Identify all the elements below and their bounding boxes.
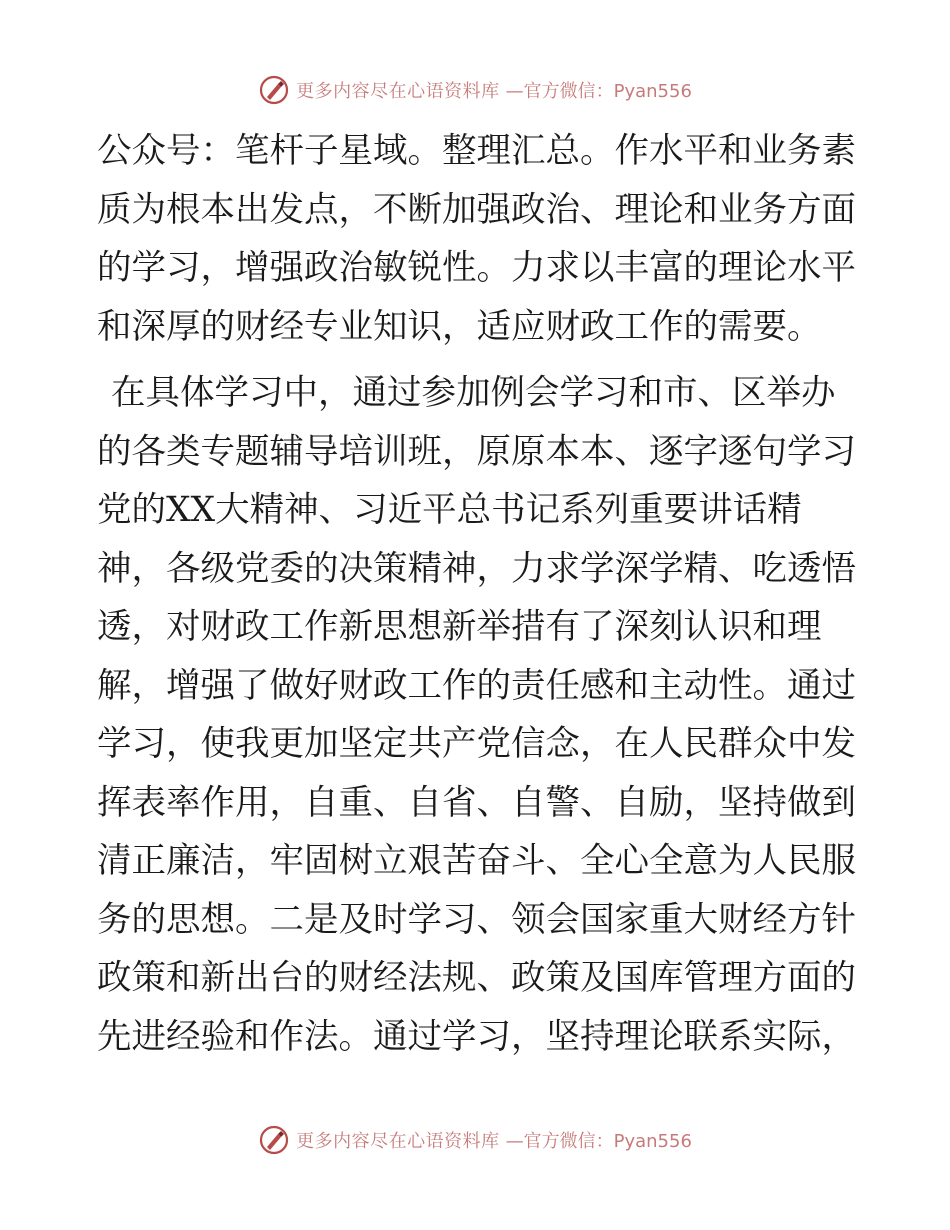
footer-banner	[0, 1120, 950, 1160]
paragraph-2	[97, 364, 857, 1066]
header-banner-main-text: 更多内容尽在心语资料库	[296, 81, 500, 102]
paragraph-line: 政策和新出台的财经法规、政策及国库管理方面的	[97, 958, 856, 998]
paragraph-line: 学习，使我更加坚定共产党信念，在人民群众中发	[97, 724, 856, 764]
footer-banner-sub-text: —官方微信：Pyan556	[505, 1131, 692, 1152]
pen-logo-icon	[258, 1124, 290, 1156]
paragraph-line: 透，对财政工作新思想新举措有了深刻认识和理	[97, 607, 822, 647]
paragraph-line: 神，各级党委的决策精神，力求学深学精、吃透悟	[97, 548, 856, 589]
paragraph-line: 先进经验和作法。通过学习，坚持理论联系实际，	[97, 1016, 856, 1057]
paragraph-line: 的各类专题辅导培训班，原原本本、逐字逐句学习	[97, 431, 856, 472]
paragraph-1	[97, 122, 857, 356]
paragraph-line: 务的思想。二是及时学习、领会国家重大财经方针	[97, 899, 856, 940]
pen-logo-icon	[258, 74, 290, 106]
paragraph-line: 公众号：笔杆子星域。整理汇总。作水平和业务素	[97, 131, 856, 171]
paragraph-line: 党的XX大精神、习近平总书记系列重要讲话精	[97, 490, 802, 530]
paragraph-line: 和深厚的财经专业知识，适应财政工作的需要。	[97, 306, 822, 347]
paragraph-line: 在具体学习中，通过参加例会学习和市、区举办	[111, 373, 836, 413]
paragraph-line: 挥表率作用，自重、自省、自警、自励，坚持做到	[97, 782, 856, 823]
header-banner-sub-text: —官方微信：Pyan556	[505, 81, 692, 102]
paragraph-line: 解，增强了做好财政工作的责任感和主动性。通过	[97, 665, 856, 706]
document-body	[97, 122, 857, 1066]
paragraph-line: 清正廉洁，牢固树立艰苦奋斗、全心全意为人民服	[97, 841, 856, 881]
footer-banner-main-text: 更多内容尽在心语资料库	[296, 1131, 500, 1152]
paragraph-line: 的学习，增强政治敏锐性。力求以丰富的理论水平	[97, 248, 856, 288]
header-banner	[0, 70, 950, 110]
paragraph-line: 质为根本出发点，不断加强政治、理论和业务方面	[97, 189, 856, 230]
